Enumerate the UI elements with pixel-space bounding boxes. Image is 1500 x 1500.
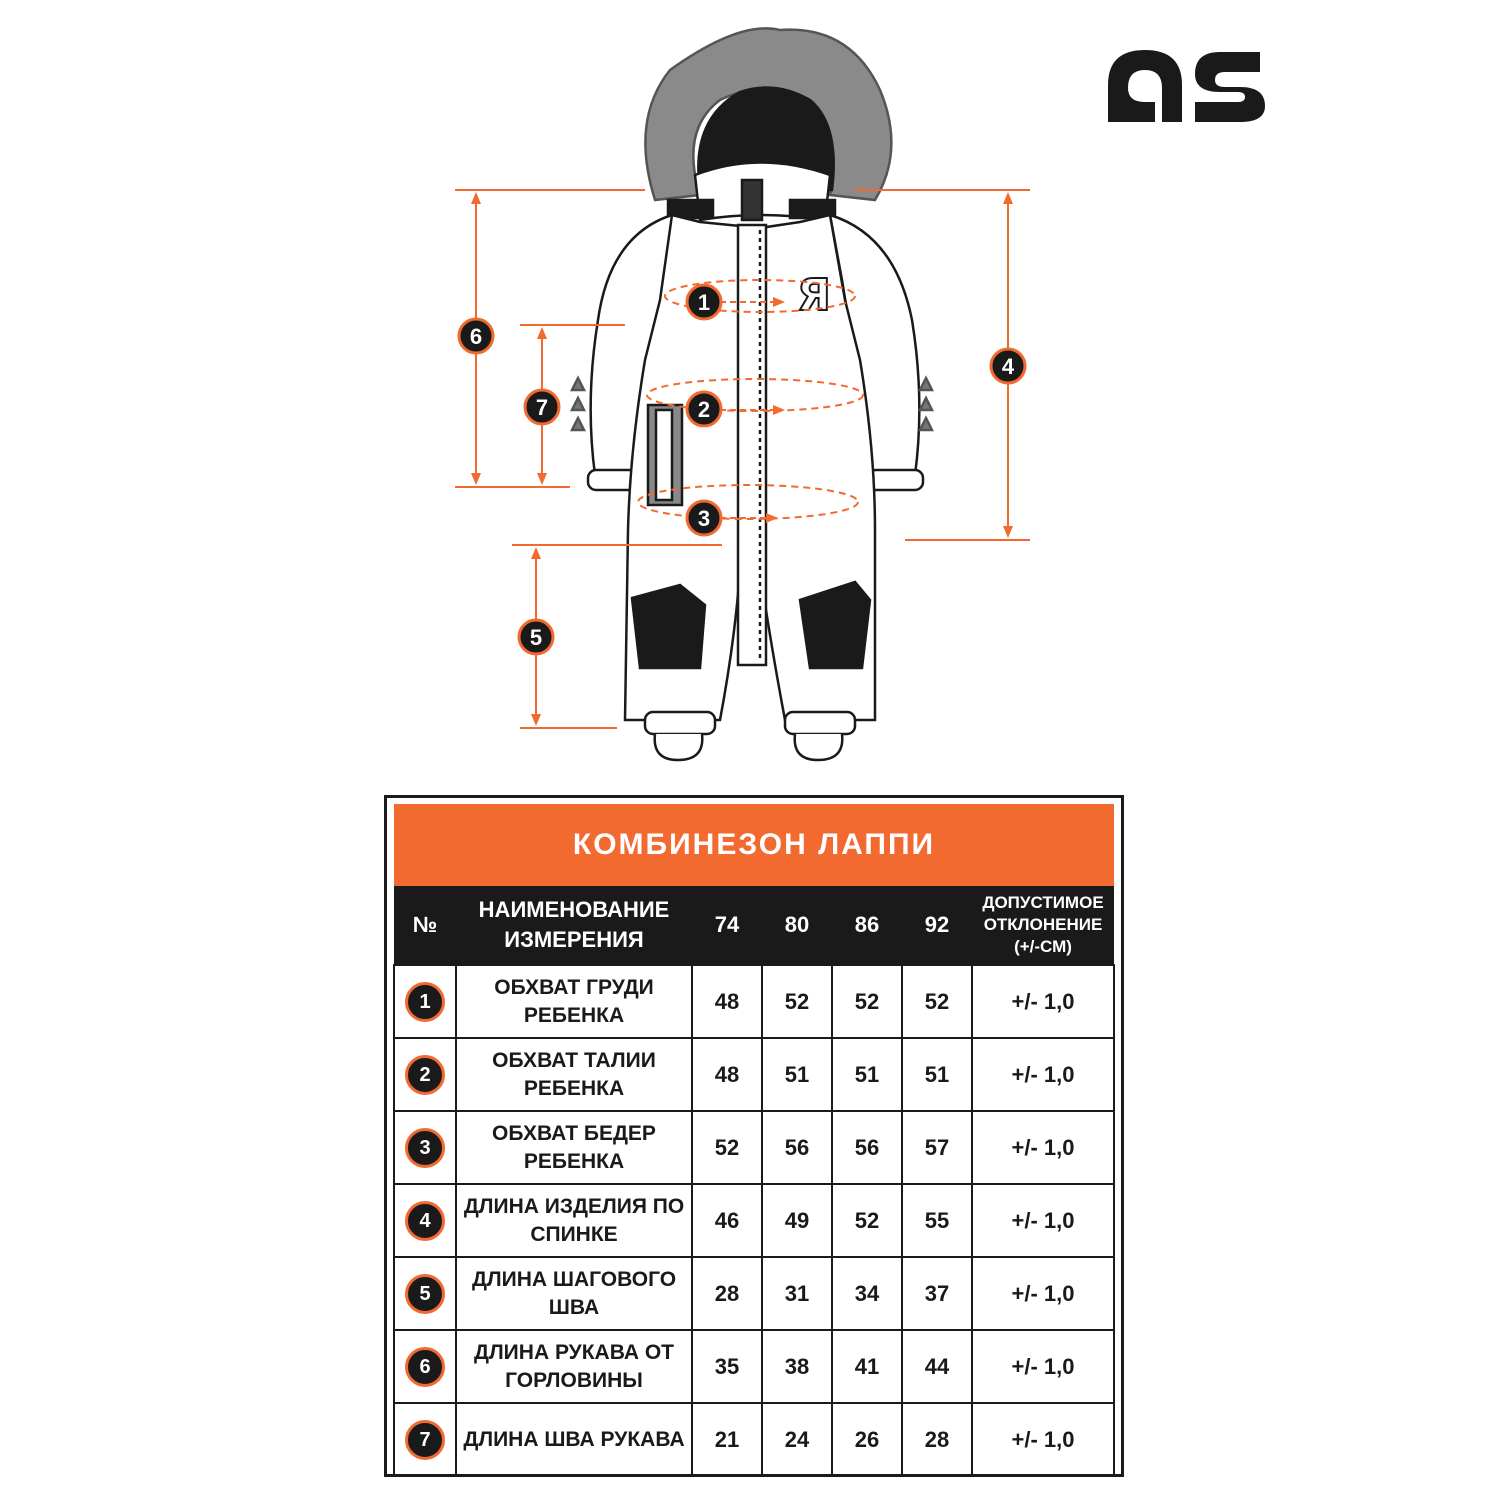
marker-7 xyxy=(525,390,559,424)
center-zipper xyxy=(738,225,766,665)
measurement-name: ДЛИНА ШВА РУКАВА xyxy=(456,1403,692,1476)
size-table xyxy=(393,804,1115,1477)
row-number-cell xyxy=(394,1403,456,1476)
size-value-74: 52 xyxy=(692,1111,762,1184)
measurement-name: ОБХВАТ БЕДЕР РЕБЕНКА xyxy=(456,1111,692,1184)
table-row xyxy=(394,1257,1114,1330)
row-number-cell xyxy=(394,1111,456,1184)
measurement-name: ОБХВАТ ТАЛИИ РЕБЕНКА xyxy=(456,1038,692,1111)
tolerance-value: +/- 1,0 xyxy=(972,1257,1114,1330)
row-number-cell xyxy=(394,1038,456,1111)
row-number-badge: 3 xyxy=(405,1128,445,1168)
right-leg-cuff xyxy=(785,712,855,734)
tolerance-value: +/- 1,0 xyxy=(972,1330,1114,1403)
table-header-row xyxy=(394,886,1114,965)
size-value-86: 41 xyxy=(832,1330,902,1403)
tolerance-value: +/- 1,0 xyxy=(972,1184,1114,1257)
table-row xyxy=(394,1330,1114,1403)
row-number-cell xyxy=(394,1257,456,1330)
size-value-80: 38 xyxy=(762,1330,832,1403)
collar-zip-flap xyxy=(742,180,762,220)
size-value-74: 48 xyxy=(692,1038,762,1111)
left-foot-strap xyxy=(655,734,703,760)
right-cuff xyxy=(868,470,923,490)
size-value-86: 56 xyxy=(832,1111,902,1184)
measurement-name: ДЛИНА РУКАВА ОТ ГОРЛОВИНЫ xyxy=(456,1330,692,1403)
row-number-badge: 5 xyxy=(405,1274,445,1314)
marker-6 xyxy=(459,319,493,353)
size-value-86: 34 xyxy=(832,1257,902,1330)
tolerance-value: +/- 1,0 xyxy=(972,1038,1114,1111)
marker-2 xyxy=(687,392,721,426)
size-value-74: 21 xyxy=(692,1403,762,1476)
svg-text:6: 6 xyxy=(469,324,483,349)
marker-1 xyxy=(687,285,721,319)
svg-text:4: 4 xyxy=(1001,354,1015,379)
tolerance-value: +/- 1,0 xyxy=(972,1111,1114,1184)
row-number-cell xyxy=(394,965,456,1038)
marker-5 xyxy=(519,620,553,654)
size-value-74: 35 xyxy=(692,1330,762,1403)
chest-logo: Я xyxy=(797,270,831,321)
size-value-80: 31 xyxy=(762,1257,832,1330)
size-value-80: 56 xyxy=(762,1111,832,1184)
side-pocket-zip xyxy=(656,410,672,500)
size-value-74: 46 xyxy=(692,1184,762,1257)
header-tolerance: ДОПУСТИМОЕ ОТКЛОНЕНИЕ (+/-СМ) xyxy=(972,886,1114,965)
size-value-86: 52 xyxy=(832,1184,902,1257)
svg-text:5: 5 xyxy=(529,625,543,650)
row-number-badge: 7 xyxy=(405,1420,445,1460)
jumpsuit-sketch xyxy=(572,28,932,760)
header-num: № xyxy=(394,886,456,965)
left-knee-patch xyxy=(632,585,705,668)
measurement-name: ДЛИНА ИЗДЕЛИЯ ПО СПИНКЕ xyxy=(456,1184,692,1257)
table-body xyxy=(394,965,1114,1476)
marker-3 xyxy=(687,501,721,535)
tolerance-value: +/- 1,0 xyxy=(972,965,1114,1038)
size-value-92: 37 xyxy=(902,1257,972,1330)
row-number-badge: 1 xyxy=(405,982,445,1022)
svg-text:2: 2 xyxy=(697,397,711,422)
size-value-92: 44 xyxy=(902,1330,972,1403)
header-size-86: 86 xyxy=(832,886,902,965)
header-name: НАИМЕНОВАНИЕ ИЗМЕРЕНИЯ xyxy=(456,886,692,965)
table-row xyxy=(394,1038,1114,1111)
row-number-badge: 6 xyxy=(405,1347,445,1387)
size-value-92: 55 xyxy=(902,1184,972,1257)
size-table-frame xyxy=(384,795,1124,1477)
table-row xyxy=(394,1111,1114,1184)
size-value-86: 26 xyxy=(832,1403,902,1476)
size-value-92: 51 xyxy=(902,1038,972,1111)
table-title: КОМБИНЕЗОН ЛАППИ xyxy=(394,804,1114,886)
row-number-badge: 4 xyxy=(405,1201,445,1241)
table-row xyxy=(394,1184,1114,1257)
size-value-92: 52 xyxy=(902,965,972,1038)
table-row xyxy=(394,1403,1114,1476)
table-row xyxy=(394,965,1114,1038)
row-number-cell xyxy=(394,1184,456,1257)
size-value-74: 48 xyxy=(692,965,762,1038)
left-leg-cuff xyxy=(645,712,715,734)
header-size-80: 80 xyxy=(762,886,832,965)
header-size-74: 74 xyxy=(692,886,762,965)
size-value-80: 24 xyxy=(762,1403,832,1476)
svg-text:3: 3 xyxy=(697,506,711,531)
size-value-74: 28 xyxy=(692,1257,762,1330)
size-value-92: 57 xyxy=(902,1111,972,1184)
row-number-cell xyxy=(394,1330,456,1403)
measurement-name: ДЛИНА ШАГОВОГО ШВА xyxy=(456,1257,692,1330)
size-value-80: 49 xyxy=(762,1184,832,1257)
measurement-name: ОБХВАТ ГРУДИ РЕБЕНКА xyxy=(456,965,692,1038)
size-value-80: 52 xyxy=(762,965,832,1038)
svg-text:7: 7 xyxy=(535,395,549,420)
size-value-86: 51 xyxy=(832,1038,902,1111)
marker-4 xyxy=(991,349,1025,383)
tolerance-value: +/- 1,0 xyxy=(972,1403,1114,1476)
size-value-86: 52 xyxy=(832,965,902,1038)
header-size-92: 92 xyxy=(902,886,972,965)
right-foot-strap xyxy=(795,734,843,760)
size-value-80: 51 xyxy=(762,1038,832,1111)
size-value-92: 28 xyxy=(902,1403,972,1476)
svg-text:1: 1 xyxy=(697,290,711,315)
row-number-badge: 2 xyxy=(405,1055,445,1095)
